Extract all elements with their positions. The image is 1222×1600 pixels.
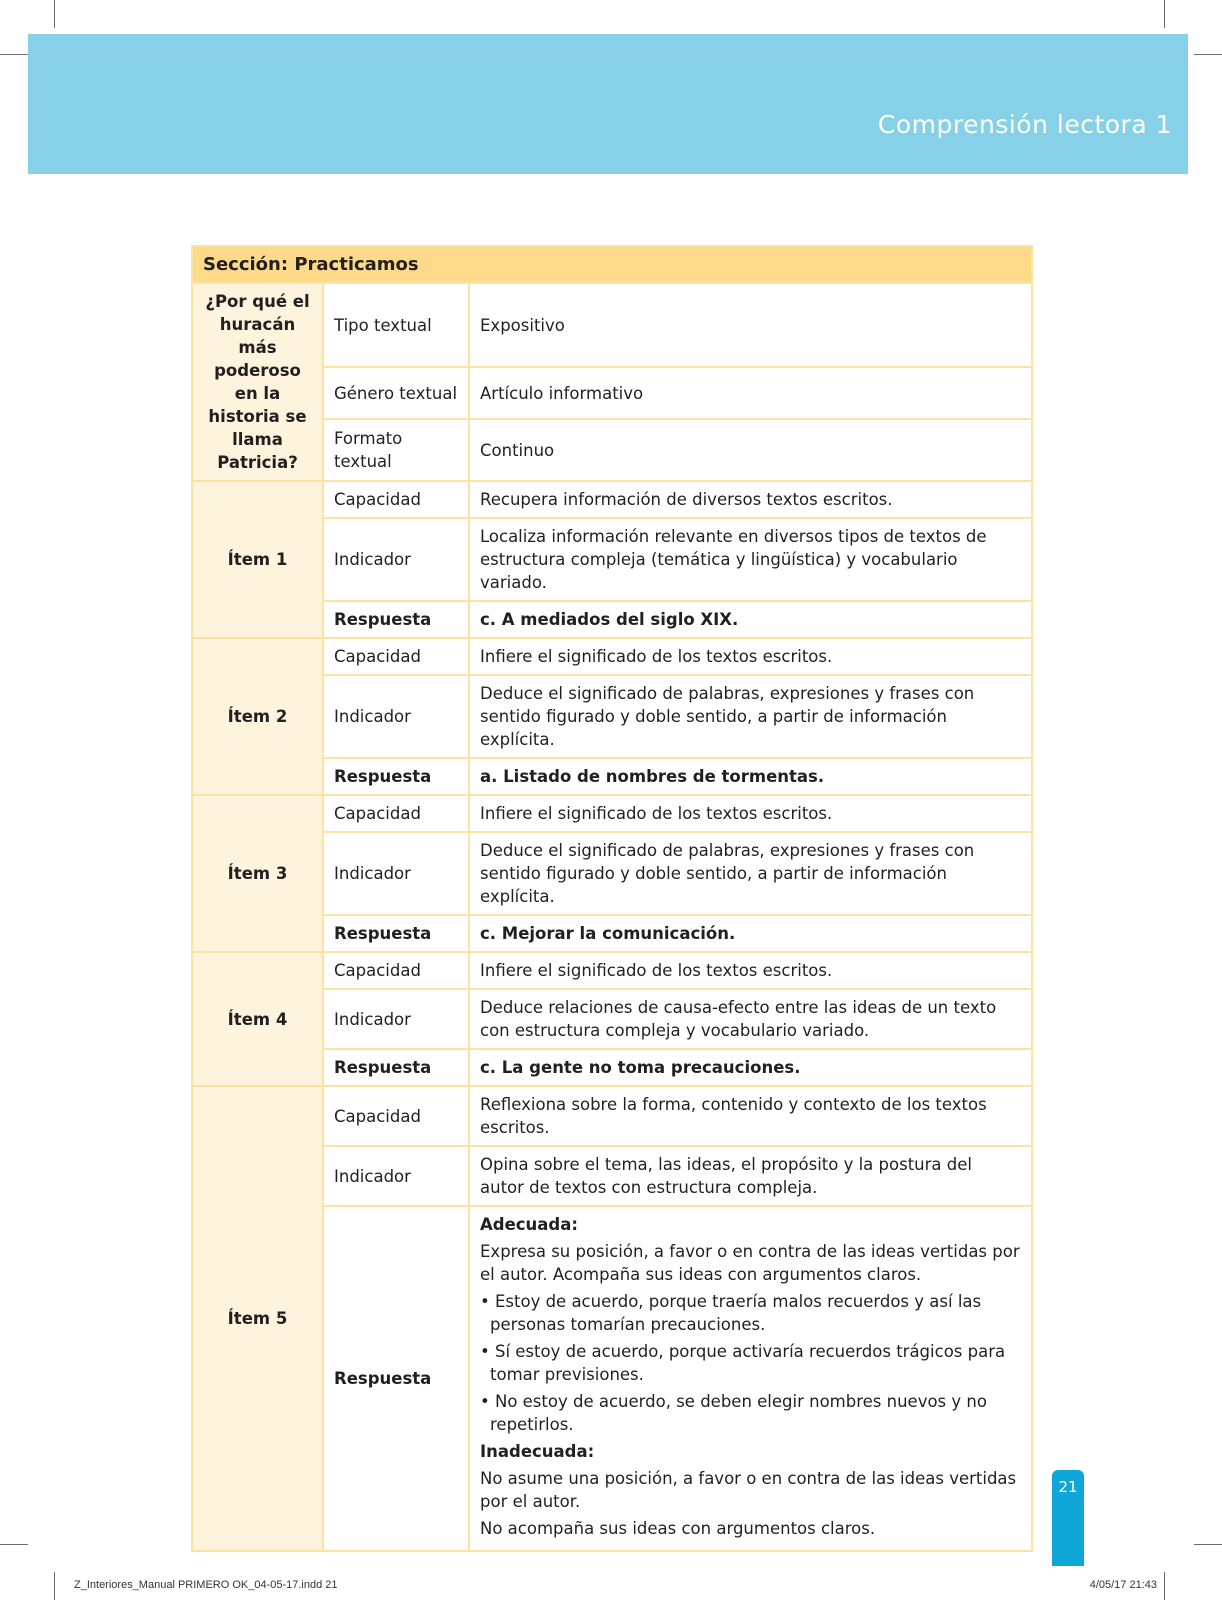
capacidad-row [192, 481, 1032, 518]
label-cell: Capacidad [323, 1086, 469, 1146]
label-cell: Respuesta [323, 601, 469, 638]
value-cell: Recupera información de diversos textos escritos. [469, 481, 1032, 518]
value-cell: Continuo [469, 419, 1032, 481]
label-cell: Respuesta [323, 1206, 469, 1551]
crop-mark [1164, 1572, 1165, 1600]
answer-cell: c. A mediados del siglo XIX. [469, 601, 1032, 638]
header-title: Comprensión lectora 1 [877, 110, 1172, 139]
label-cell: Indicador [323, 518, 469, 601]
bullet-item: • Sí estoy de acuerdo, porque activaría recuerdos trágicos para tomar previsiones. [480, 1342, 1006, 1384]
footer-file-name: Z_Interiores_Manual PRIMERO OK_04-05-17.indd 21 [74, 1579, 338, 1591]
item-label: Ítem 5 [192, 1086, 323, 1551]
value-cell: Infiere el significado de los textos escritos. [469, 795, 1032, 832]
inadecuada-text: No acompaña sus ideas con argumentos claros. [480, 1519, 876, 1538]
value-cell: Deduce relaciones de causa-efecto entre las ideas de un texto con estructura compleja y vocabulario variado. [469, 989, 1032, 1049]
bullet-item: • Estoy de acuerdo, porque traería malos recuerdos y así las personas tomarían precauciones. [480, 1292, 982, 1334]
footer-date: 4/05/17 21:43 [1089, 1579, 1157, 1591]
value-cell: Deduce el significado de palabras, expresiones y frases con sentido figurado y doble sentido, a partir de información explícita. [469, 675, 1032, 758]
item-label: Ítem 4 [192, 952, 323, 1086]
value-cell: Infiere el significado de los textos escritos. [469, 638, 1032, 675]
label-cell: Respuesta [323, 915, 469, 952]
value-cell: Reflexiona sobre la forma, contenido y contexto de los textos escritos. [469, 1086, 1032, 1146]
item-label: Ítem 2 [192, 638, 323, 795]
crop-mark [1164, 0, 1165, 28]
crop-mark [1194, 54, 1222, 55]
label-cell: Capacidad [323, 795, 469, 832]
text-info-row [192, 283, 1032, 367]
value-cell: Localiza información relevante en diversos tipos de textos de estructura compleja (temática y lingüística) y vocabulario variado. [469, 518, 1032, 601]
item-label: Ítem 3 [192, 795, 323, 952]
crop-mark [0, 1544, 28, 1545]
label-cell: Género textual [323, 367, 469, 419]
label-cell: Indicador [323, 1146, 469, 1206]
capacidad-row [192, 1086, 1032, 1146]
value-cell: Expositivo [469, 283, 1032, 367]
inadecuada-text: No asume una posición, a favor o en contra de las ideas vertidas por el autor. [480, 1469, 1017, 1511]
section-row [192, 246, 1032, 283]
answer-cell [469, 1206, 1032, 1551]
value-cell: Infiere el significado de los textos escritos. [469, 952, 1032, 989]
crop-mark [54, 1572, 55, 1600]
label-cell: Tipo textual [323, 283, 469, 367]
capacidad-row [192, 795, 1032, 832]
value-cell: Artículo informativo [469, 367, 1032, 419]
section-title: Sección: Practicamos [192, 246, 1032, 283]
value-cell: Opina sobre el tema, las ideas, el propósito y la postura del autor de textos con estructura compleja. [469, 1146, 1032, 1206]
reading-title: ¿Por qué el huracán más poderoso en la historia se llama Patricia? [192, 283, 323, 481]
answer-cell: a. Listado de nombres de tormentas. [469, 758, 1032, 795]
item-label: Ítem 1 [192, 481, 323, 638]
page-number: 21 [1058, 1478, 1078, 1496]
label-cell: Respuesta [323, 1049, 469, 1086]
capacidad-row [192, 638, 1032, 675]
value-cell: Deduce el significado de palabras, expresiones y frases con sentido figurado y doble sentido, a partir de información explícita. [469, 832, 1032, 915]
crop-mark [54, 0, 55, 28]
label-cell: Respuesta [323, 758, 469, 795]
label-cell: Capacidad [323, 638, 469, 675]
bullet-item: • No estoy de acuerdo, se deben elegir nombres nuevos y no repetirlos. [480, 1392, 987, 1434]
header-band [28, 34, 1188, 174]
inadecuada-title: Inadecuada: [480, 1442, 595, 1461]
practice-table [191, 245, 1033, 1552]
label-cell: Capacidad [323, 481, 469, 518]
crop-mark [0, 54, 28, 55]
crop-mark [1194, 1544, 1222, 1545]
adecuada-text: Expresa su posición, a favor o en contra de las ideas vertidas por el autor. Acompaña sus ideas con argumentos claros. [480, 1242, 1020, 1284]
answer-cell: c. Mejorar la comunicación. [469, 915, 1032, 952]
adecuada-title: Adecuada: [480, 1215, 578, 1234]
label-cell: Indicador [323, 675, 469, 758]
label-cell: Capacidad [323, 952, 469, 989]
label-cell: Formato textual [323, 419, 469, 481]
capacidad-row [192, 952, 1032, 989]
label-cell: Indicador [323, 989, 469, 1049]
answer-cell: c. La gente no toma precauciones. [469, 1049, 1032, 1086]
page-number-tab [1052, 1470, 1084, 1566]
label-cell: Indicador [323, 832, 469, 915]
